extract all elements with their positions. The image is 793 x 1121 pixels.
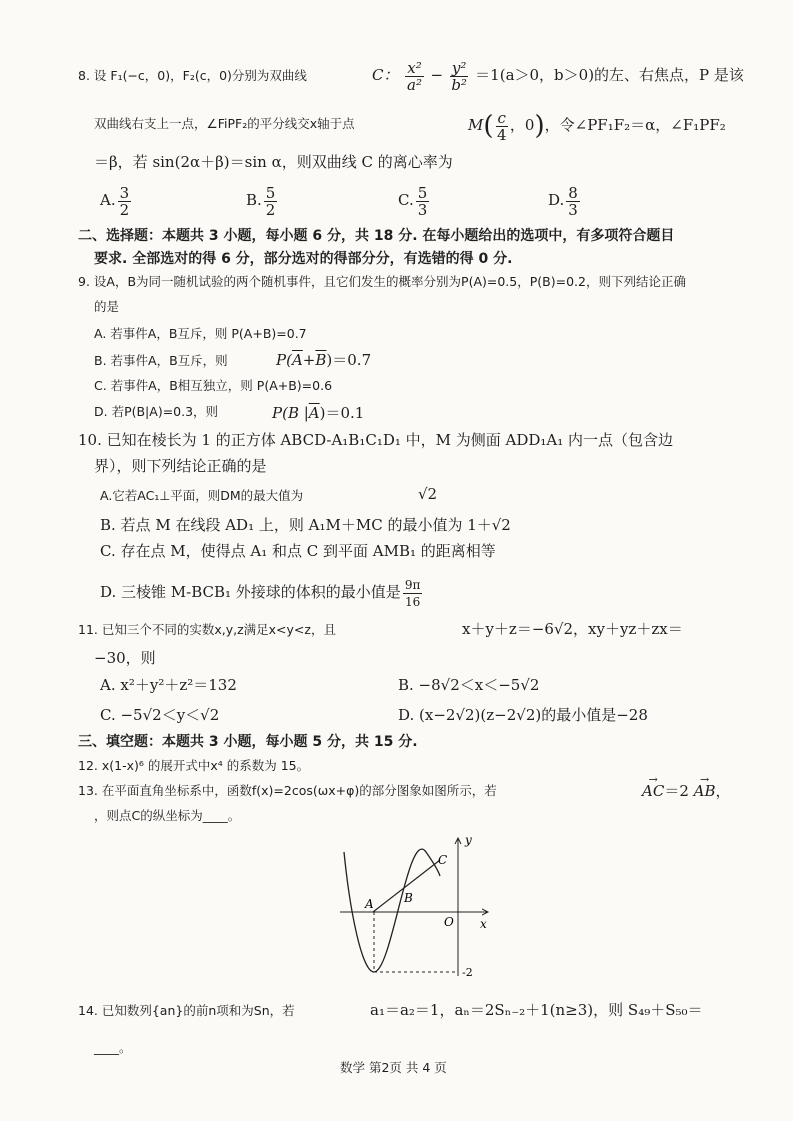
q11-option-d: D. (x−2√2)(z−2√2)的最小值是−28 (398, 706, 648, 724)
label-x: x (480, 917, 487, 931)
label-min: -2 (462, 966, 473, 977)
q11-option-c: C. −5√2＜y＜√2 (100, 706, 220, 724)
vector-ab: → AB (694, 781, 716, 801)
q11-line2: −30，则 (94, 649, 156, 667)
q14-line2: ____。 (94, 1040, 132, 1055)
q12-text: 12. x(1-x)⁶ 的展开式中x⁴ 的系数为 15。 (78, 758, 310, 773)
q13-figure (330, 832, 500, 977)
q11-option-a: A. x²＋y²＋z²＝132 (100, 676, 237, 694)
q8-option-c: C. $\frac{5}{3}$ (398, 183, 428, 219)
q8-line1-right: C： $\frac{\text{x²}}{\text{a²}}$ − $\frac{\text{y²}}{\text{b²}}$ ＝1(a＞0，b＞0)的左、右焦点，P 是该 (372, 58, 744, 94)
q10-line2: 界），则下列结论正确的是 (94, 457, 267, 475)
q8-option-d: D. $\frac{8}{3}$ (548, 183, 578, 219)
q9-option-d-right: P(B $|\overline{A})=0.1$ (272, 404, 365, 422)
q8-line1-left: 8. 设 F₁(−c，0)，F₂(c，0)分别为双曲线 (78, 68, 307, 83)
q9-option-d-left: D. 若P(B|A)=0.3，则 (94, 404, 219, 419)
q10-option-a-left: A.它若AC₁⊥平面，则DM的最大值为 (100, 488, 304, 503)
q8-line2-right: M( $\frac{c}{4}$ ，0)，令∠PF₁F₂＝α，∠F₁PF₂ (468, 108, 726, 144)
q13-line1-left: 13. 在平面直角坐标系中，函数f(x)=2cos(ωx+φ)的部分图象如图所示，若 (78, 783, 497, 798)
q8-line2-left: 双曲线右支上一点，∠FiPF₂的平分线交x轴于点 (94, 116, 355, 131)
q14-line1-left: 14. 已知数列{an}的前n项和为Sn，若 (78, 1003, 295, 1018)
q10-line1: 10. 已知在棱长为 1 的正方体 ABCD-A₁B₁C₁D₁ 中，M 为侧面 ADD₁A₁ 内一点（包含边 (78, 431, 674, 449)
page-footer: 数学 第2页 共 4 页 (340, 1060, 447, 1075)
q9-line1: 9. 设A，B为同一随机试验的两个随机事件，且它们发生的概率分别为P(A)=0.5，P(B)=0.2，则下列结论正确 (78, 274, 686, 289)
q13-line1-right: → AC＝2 → AB， (642, 781, 731, 801)
q10-option-b: B. 若点 M 在线段 AD₁ 上，则 A₁M＋MC 的最小值为 1＋√2 (100, 516, 511, 534)
q11-option-b: B. −8√2＜x＜−5√2 (398, 676, 540, 694)
q8-line3: ＝β，若 sin(2α＋β)＝sin α，则双曲线 C 的离心率为 (94, 153, 453, 171)
q9-option-c: C. 若事件A，B相互独立，则 P(A+B)=0.6 (94, 378, 333, 393)
q13-line2: ，则点C的纵坐标为____。 (94, 808, 241, 823)
section2-line1: 二、选择题：本题共 3 小题，每小题 6 分，共 18 分. 在每小题给出的选项中，有多项符合题目 (78, 228, 675, 244)
q10-option-c: C. 存在点 M，使得点 A₁ 和点 C 到平面 AMB₁ 的距离相等 (100, 542, 496, 560)
q8-option-b: B. $\frac{5}{2}$ (246, 183, 276, 219)
vector-ac: → AC (642, 781, 664, 801)
section2-line2: 要求. 全部选对的得 6 分，部分选对的得部分分，有选错的得 0 分. (94, 251, 513, 267)
q11-line1-right: x＋y＋z＝−6√2，xy＋yz＋zx＝ (462, 620, 683, 638)
q9-option-b-right: $P(\overline{A}+\overline{B})=0.7$ (276, 351, 372, 369)
label-c: C (438, 853, 448, 867)
label-a: A (365, 897, 374, 911)
q8-option-a: A. $\frac{3}{2}$ (100, 183, 130, 219)
q11-line1-left: 11. 已知三个不同的实数x,y,z满足x<y<z，且 (78, 622, 336, 637)
q9-line2: 的是 (94, 299, 120, 314)
section3-line: 三、填空题：本题共 3 小题，每小题 5 分，共 15 分. (78, 734, 418, 750)
q10-option-a-right: √2 (418, 485, 438, 503)
q14-line1-right: a₁＝a₂＝1，aₙ＝2Sₙ₋₂＋1(n≥3)，则 S₄₉＋S₅₀＝ (370, 1001, 703, 1019)
q9-option-a: A. 若事件A，B互斥，则 P(A+B)=0.7 (94, 326, 307, 341)
label-b: B (404, 891, 413, 905)
label-y: y (465, 833, 472, 847)
q10-option-d: D. 三棱锥 M-BCB₁ 外接球的体积的最小值是 $\frac{9\pi}{16}$ (100, 577, 421, 609)
q9-option-b-left: B. 若事件A，B互斥，则 (94, 353, 228, 368)
cosine-curve (344, 849, 440, 972)
label-o: O (444, 915, 454, 929)
